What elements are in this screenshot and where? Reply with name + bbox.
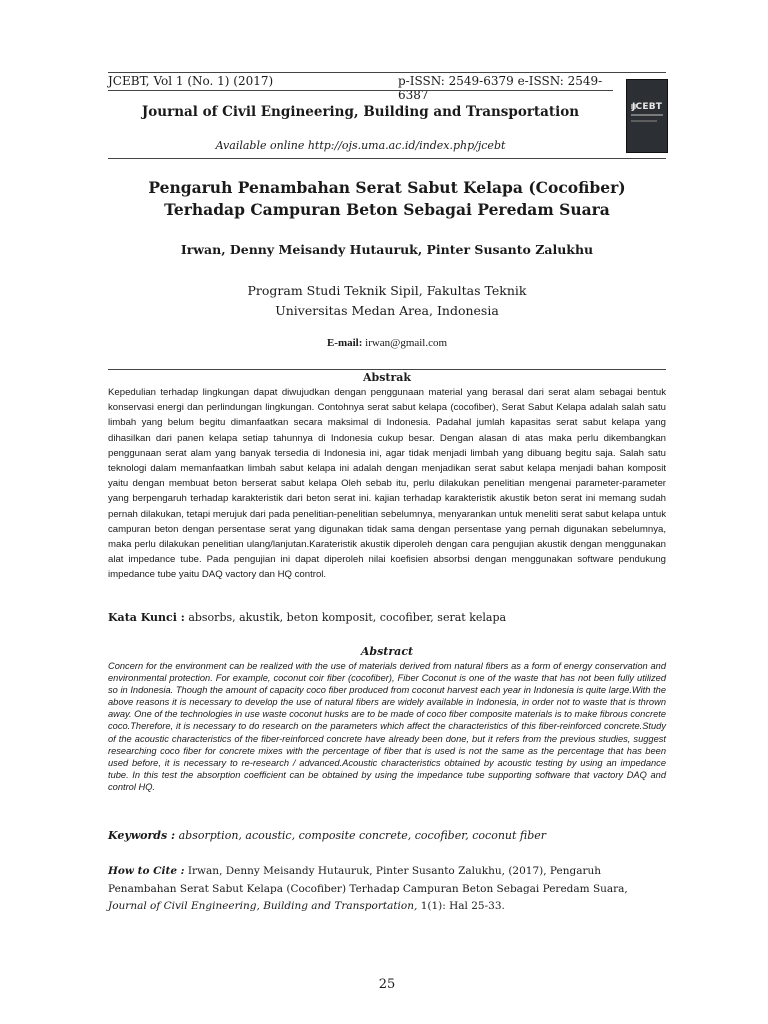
journal-name: Journal of Civil Engineering, Building and Transportation	[141, 104, 580, 120]
abstrak-text: Kepedulian terhadap lingkungan dapat diwujudkan dengan penggunaan material yang berasal dari serat alam sebagai bentuk konservasi energi dan perlindungan lingkungan. Contohnya serat sabut kelapa (cocofiber), Serat Sabut Kelapa adalah salah satu limbah yang belum begitu dimanfaatkan secara maksimal di Indonesia. Padahal jumlah kapasitas serat sabut kelapa yang dihasilkan dari panen kelapa setiap tahunnya di Indonesia cukup besar. Dengan alasan di atas maka perlu dikembangkan penggunaan serat alam yang banyak tersedia di Indonesia ini, agar tidak menjadi limbah yang dibuang begitu saja. Salah satu teknologi dalam memanfaatkan limbah sabut kelapa ini adalah dengan menjadikan serat sabut kelapa menjadi bahan komposit yaitu dengan membuat beton berserat sabut kelapa Oleh sebab itu, perlu dilakukan penelitian mengenai parameter-parameter yang berpengaruh terhadap karakteristik dari beton serat ini. kajian terhadap karakteristik akustik beton serat ini memang sudah pernah dilakukan, tetapi merujuk dari pada penelitian-penelitian sebelumnya, menyarankan untuk meneliti serat sabut kelapa untuk campuran beton dengan persentase serat yang digunakan tidak sama dengan persentase yang pernah digunakan sebelumnya, maka perlu dilakukan penelitian ulang/lanjutan.Karateristik akustik diperoleh dengan cara pengujian akustik dengan menggunakan alat impedance tube. Pada pengujian ini dapat diperoleh nilai koefisien absorbsi dengan menggunakan software pendukung impedance tube yaitu DAQ vactory dan HQ control.	[108, 387, 666, 581]
keywords-label: Keywords :	[108, 829, 176, 842]
keywords	[108, 829, 666, 842]
authors: Irwan, Denny Meisandy Hutauruk, Pinter Susanto Zalukhu	[180, 242, 594, 257]
page-number: 25	[378, 977, 396, 992]
availability-link[interactable]: Available online http://ojs.uma.ac.id/index.php/jcebt	[215, 139, 506, 152]
cite-text: Irwan, Denny Meisandy Hutauruk, Pinter Susanto Zalukhu, (2017), Pengaruh Penambahan Serat Sabut Kelapa (Cocofiber) Terhadap Campuran Beton Sebagai Peredam Suara,	[108, 865, 628, 895]
affiliation-university: Universitas Medan Area, Indonesia	[275, 303, 499, 318]
cover-stripe-secondary	[631, 120, 657, 122]
cover-stripe	[631, 114, 663, 116]
how-to-cite	[108, 863, 666, 916]
email-label: E-mail:	[326, 337, 363, 349]
affiliation-department: Program Studi Teknik Sipil, Fakultas Teknik	[247, 283, 527, 298]
cite-journal: Journal of Civil Engineering, Building and Transportation,	[108, 900, 418, 912]
issn-info: p-ISSN: 2549-6379 e-ISSN: 2549-6387	[398, 74, 603, 102]
abstrak-heading: Abstrak	[108, 369, 666, 384]
cover-title: JCEBT	[632, 102, 663, 112]
cite-volume: 1(1): Hal 25-33.	[420, 900, 505, 912]
paper-title: Pengaruh Penambahan Serat Sabut Kelapa (Cocofiber) Terhadap Campuran Beton Sebagai Peredam Suara	[148, 178, 626, 219]
header-rule-middle	[108, 90, 613, 91]
contact-email	[108, 337, 666, 349]
kata-kunci-text: absorbs, akustik, beton komposit, cocofiber, serat kelapa	[188, 611, 507, 624]
affiliation	[108, 281, 666, 321]
volume-info: JCEBT, Vol 1 (No. 1) (2017)	[108, 74, 274, 88]
cite-label: How to Cite :	[108, 865, 185, 877]
abstract-heading: Abstract	[360, 645, 414, 658]
kata-kunci	[108, 611, 666, 624]
email-address[interactable]: irwan@gmail.com	[365, 337, 448, 349]
header-rule-bottom	[108, 158, 666, 159]
header-rule-top	[108, 72, 666, 73]
abstract-text: Concern for the environment can be realized with the use of materials derived from natural fibers as a form of energy conservation and environmental protection. For example, coconut coir fiber (cocofiber), Fiber Coconut is one of the waste that has not been fully utilized so in Indonesia. Though the amount of capacity coco fiber produced from coconut harvest each year in Indonesia is quite large.With the above reasons it is necessary to develop the use of natural fibers are widely available in Indonesia, in order not to waste that is thrown away. One of the technologies in use waste coconut husks are to be made of coco fiber composite materials is to make fibrous concrete coco.Therefore, it is necessary to do research on the parameters which affect the characteristics of this fiber-reinforced concrete.Study of the acoustic characteristics of the fiber-reinforced concrete have already been done, but it refers from the previous studies, suggest researching coco fiber for concrete mixes with the percentage of fiber that is used is not the same as the percentage that has been used before, it is necessary to re-research / advanced.Acoustic characteristics obtained by acoustic testing by using an impedance tube. In this test the absorption coefficient can be obtained by using the impedance tube supporting software that vactory DAQ and control HQ.	[108, 661, 666, 792]
keywords-text: absorption, acoustic, composite concrete, cocofiber, coconut fiber	[178, 829, 547, 842]
journal-cover-thumbnail	[626, 79, 668, 153]
kata-kunci-label: Kata Kunci :	[108, 611, 185, 624]
